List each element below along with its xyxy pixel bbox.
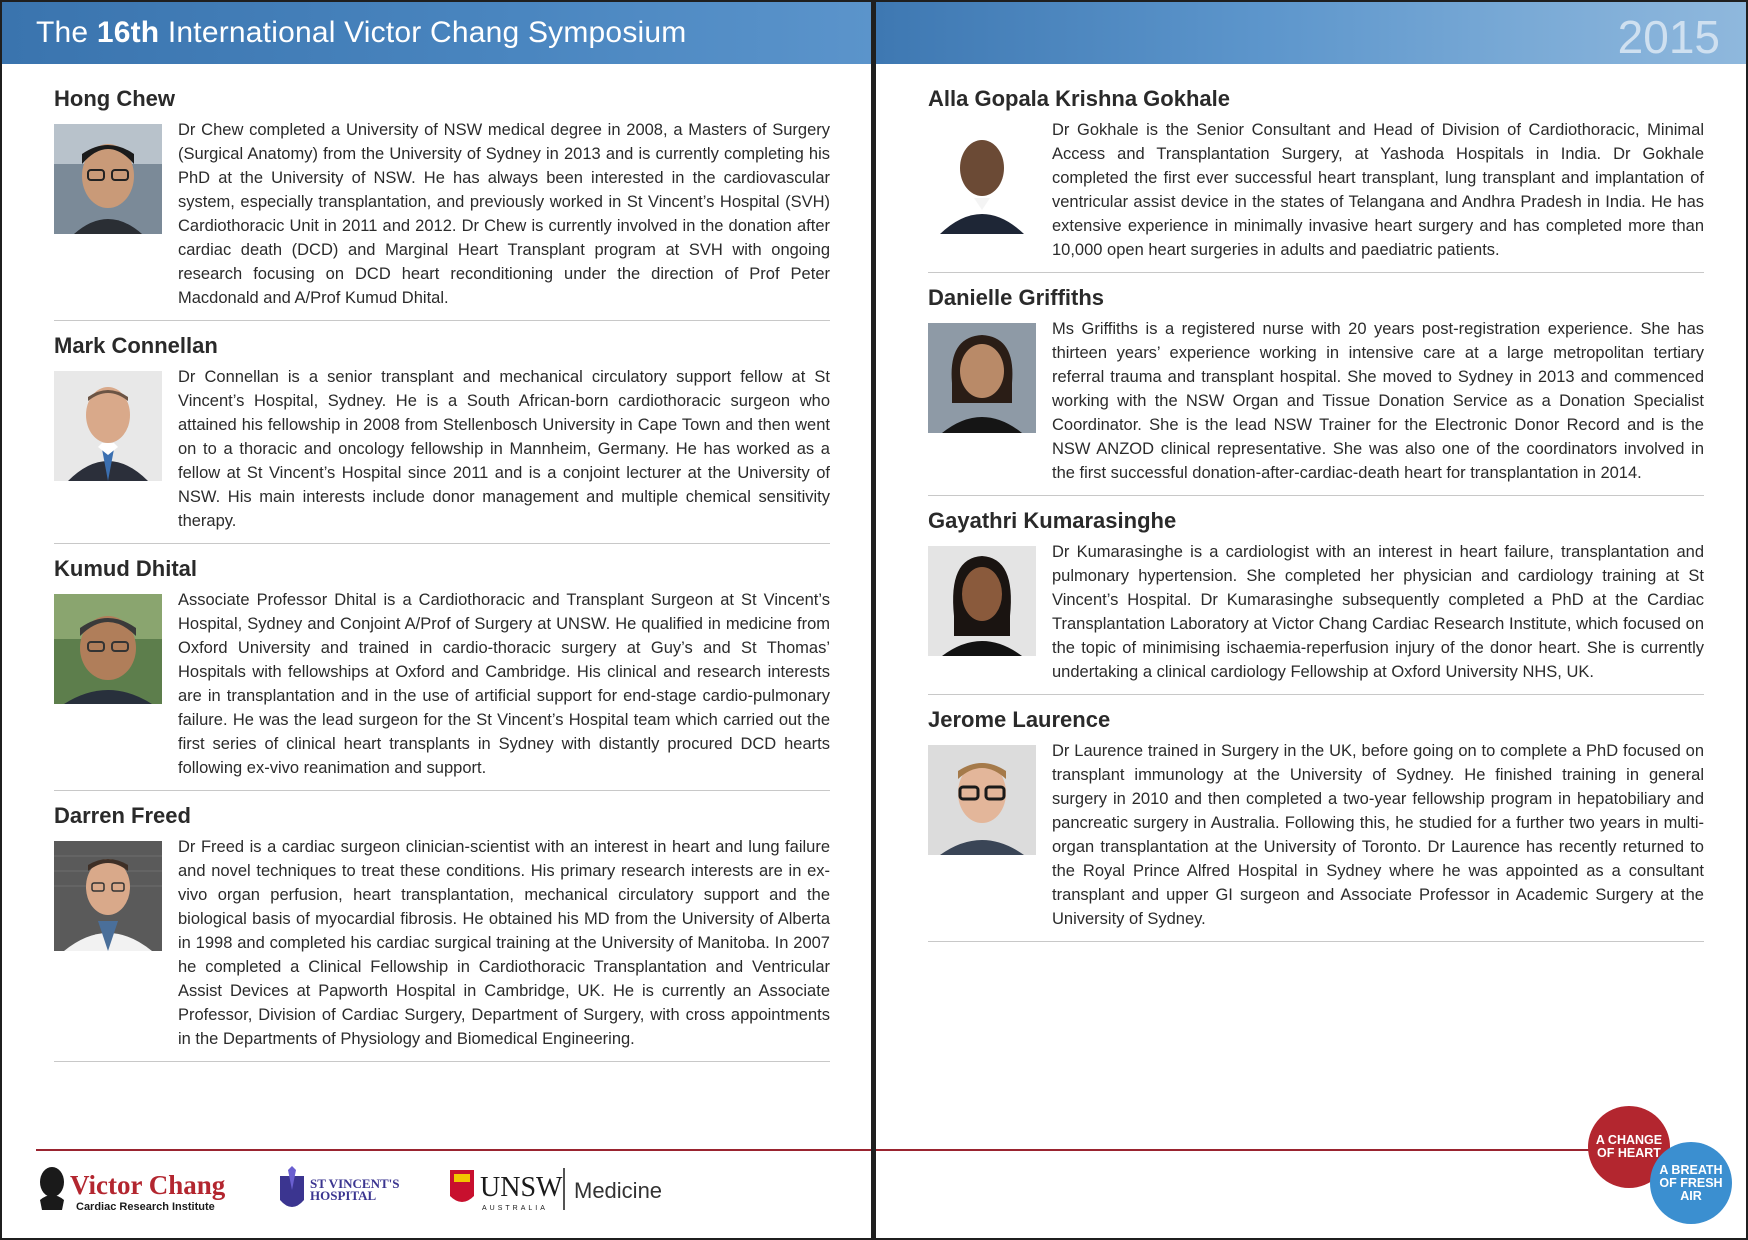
svh-line2: HOSPITAL [310,1188,377,1203]
unsw-medicine-logo [446,1166,746,1220]
bio-text: Dr Laurence trained in Surgery in the UK, before going on to complete a PhD focused on transplant immunology at the University of Sydney. He finished training in general surgery in 2010 and then completed a two-year fellowship program in hepatobiliary and pancreatic surgery in Australia. Following this, he studied for a further two years in multi-organ transplantation at the University of Toronto. Dr Laurence has recently returned to the Royal Prince Alfred Hospital in Sydney where he was appointed as a consultant transplant and upper GI surgeon and Associate Professor in Academic Surgery at the University of Sydney. [1052,742,1704,928]
sponsor-logos [36,1160,756,1220]
bio-name: Danielle Griffiths [928,285,1105,310]
bio-entry [54,333,830,544]
portrait-photo [928,546,1036,656]
portrait-photo [54,841,162,951]
right-bio-column [928,86,1704,954]
vc-name: Victor Chang [70,1170,226,1200]
bio-text: Ms Griffiths is a registered nurse with 20 years post-registration experience. She has thirteen years’ experience working in intensive care at a large metropolitan tertiary referral trauma and transplant hospital. She moved to Sydney in 2013 and commenced working with the NSW Organ and Tissue Donation Service as a Donation Specialist Coordinator. She is the lead NSW Trainer for the Electronic Donor Record and is the NSW ANZOD clinical representative. She was also one of the coordinators involved in the first successful donation-after-cardiac-death heart for transplantation in 2014. [1052,320,1704,482]
breath-of-fresh-air-badge: A BREATH OF FRESH AIR [1650,1142,1732,1224]
symposium-title [36,16,686,50]
unsw-text: UNSW [480,1172,563,1203]
bio-text: Dr Freed is a cardiac surgeon clinician-scientist with an interest in heart and lung failure and novel techniques to treat these conditions. His primary research interests are in ex-vivo organ perfusion, heart transplantation, mechanical circulatory support and the biological basis of myocardial fibrosis. He obtained his MD from the University of Alberta in 1998 and completed his cardiac surgical training at the University of Manitoba. In 2007 he completed a Clinical Fellowship in Cardiothoracic Transplantation and Ventricular Assist Devices at Papworth Hospital in Cambridge, UK. He is currently an Associate Professor, Division of Cardiac Surgery, Department of Surgery, with cross appointments in the Departments of Physiology and Biomedical Engineering. [178,838,830,1048]
bio-entry [54,86,830,321]
portrait-photo [928,323,1036,433]
st-vincents-logo [274,1166,404,1220]
page-divider [871,0,876,1240]
bio-text: Associate Professor Dhital is a Cardiothoracic and Transplant Surgeon at St Vincent’s Hospital, Sydney and Conjoint A/Prof of Surgery at UNSW. He qualified in medicine from Oxford University and trained in cardio-thoracic surgery at Guy’s and St Thomas’ Hospitals with fellowships at Oxford and Cambridge. His clinical and research interests are in transplantation and in the use of artificial support for end-stage cardio-pulmonary failure. He was the lead surgeon for the St Vincent’s Hospital team which carried out the first series of clinical heart transplants in Sydney with distantly procured DCD hearts following ex-vivo reanimation and support. [178,591,830,777]
right-page [874,0,1748,1240]
bio-entry [928,508,1704,695]
portrait-photo [928,124,1036,234]
bio-text: Dr Chew completed a University of NSW medical degree in 2008, a Masters of Surgery (Surgical Anatomy) from the University of Sydney in 2013 and is currently completing his PhD at the University of NSW. He has always been interested in the cardiovascular system, especially transplantation, and previously worked in St Vincent’s Hospital (SVH) Cardiothoracic Unit in 2011 and 2012. Dr Chew is currently involved in the donation after cardiac death (DCD) and Marginal Heart Transplant program at SVH with ongoing research focusing on DCD heart reconditioning under the direction of Prof Peter Macdonald and A/Prof Kumud Dhital. [178,121,830,307]
bio-text: Dr Gokhale is the Senior Consultant and Head of Division of Cardiothoracic, Minimal Access and Transplantation Surgery, at Yashoda Hospitals in India. Dr Gokhale completed the first ever successful heart transplant, lung transplant and implantation of ventricular assist device in the states of Telangana and Andhra Pradesh in India. He has extensive experience in minimally invasive heart surgery and has completed more than 10,000 open heart surgeries in adults and paediatric patients. [1052,121,1704,259]
symposium-year: 2015 [1617,11,1720,63]
bio-entry [54,803,830,1062]
svh-line1: ST VINCENT'S [310,1176,400,1191]
medicine-text: Medicine [574,1178,663,1203]
vc-sub: Cardiac Research Institute [76,1201,215,1213]
bio-entry [928,707,1704,942]
title-pre: The [36,16,97,49]
portrait-photo [54,594,162,704]
bio-name: Jerome Laurence [928,707,1111,732]
footer-rule [36,1149,872,1151]
title-bold: 16th [96,16,160,49]
page-header [2,2,872,64]
portrait-photo [54,124,162,234]
bio-entry [928,285,1704,496]
bio-name: Hong Chew [54,86,175,111]
bio-entry [928,86,1704,273]
footer-rule-right [876,1149,1686,1151]
bio-name: Mark Connellan [54,333,218,358]
left-bio-column [54,86,830,1074]
title-post: International Victor Chang Symposium [159,16,687,49]
bio-entry [54,556,830,791]
victor-chang-logo [36,1160,226,1220]
bio-name: Alla Gopala Krishna Gokhale [928,86,1230,111]
bio-name: Kumud Dhital [54,556,197,581]
portrait-photo [928,745,1036,855]
bio-text: Dr Connellan is a senior transplant and mechanical circulatory support fellow at St Vincent’s Hospital, Sydney. He is a South African-born cardiothoracic surgeon who attained his fellowship in 2008 from Stellenbosch University in Cape Town and then went on to a thoracic and oncology fellowship in Mannheim, Germany. He has worked as a fellow at St Vincent’s Hospital since 2011 and is a conjoint lecturer at the University of NSW. His main interests include donor management and multiple chemical sensitivity therapy. [178,368,830,530]
portrait-photo [54,371,162,481]
bio-text: Dr Kumarasinghe is a cardiologist with an interest in heart failure, transplantation and pulmonary hypertension. She completed her physician and cardiology training at St Vincent’s Hospital. Dr Kumarasinghe subsequently completed a PhD at the Cardiac Transplantation Laboratory at Victor Chang Cardiac Research Institute, which focused on the topic of minimising ischaemia-reperfusion injury of the donor heart. She is currently undertaking a clinical cardiology Fellowship at Oxford University NHS, UK. [1052,543,1704,681]
bio-name: Darren Freed [54,803,191,828]
change-of-heart-badge: A CHANGE OF HEART [1588,1106,1670,1188]
bio-name: Gayathri Kumarasinghe [928,508,1177,533]
unsw-sub: AUSTRALIA [482,1205,548,1212]
page-header-right [876,2,1746,64]
